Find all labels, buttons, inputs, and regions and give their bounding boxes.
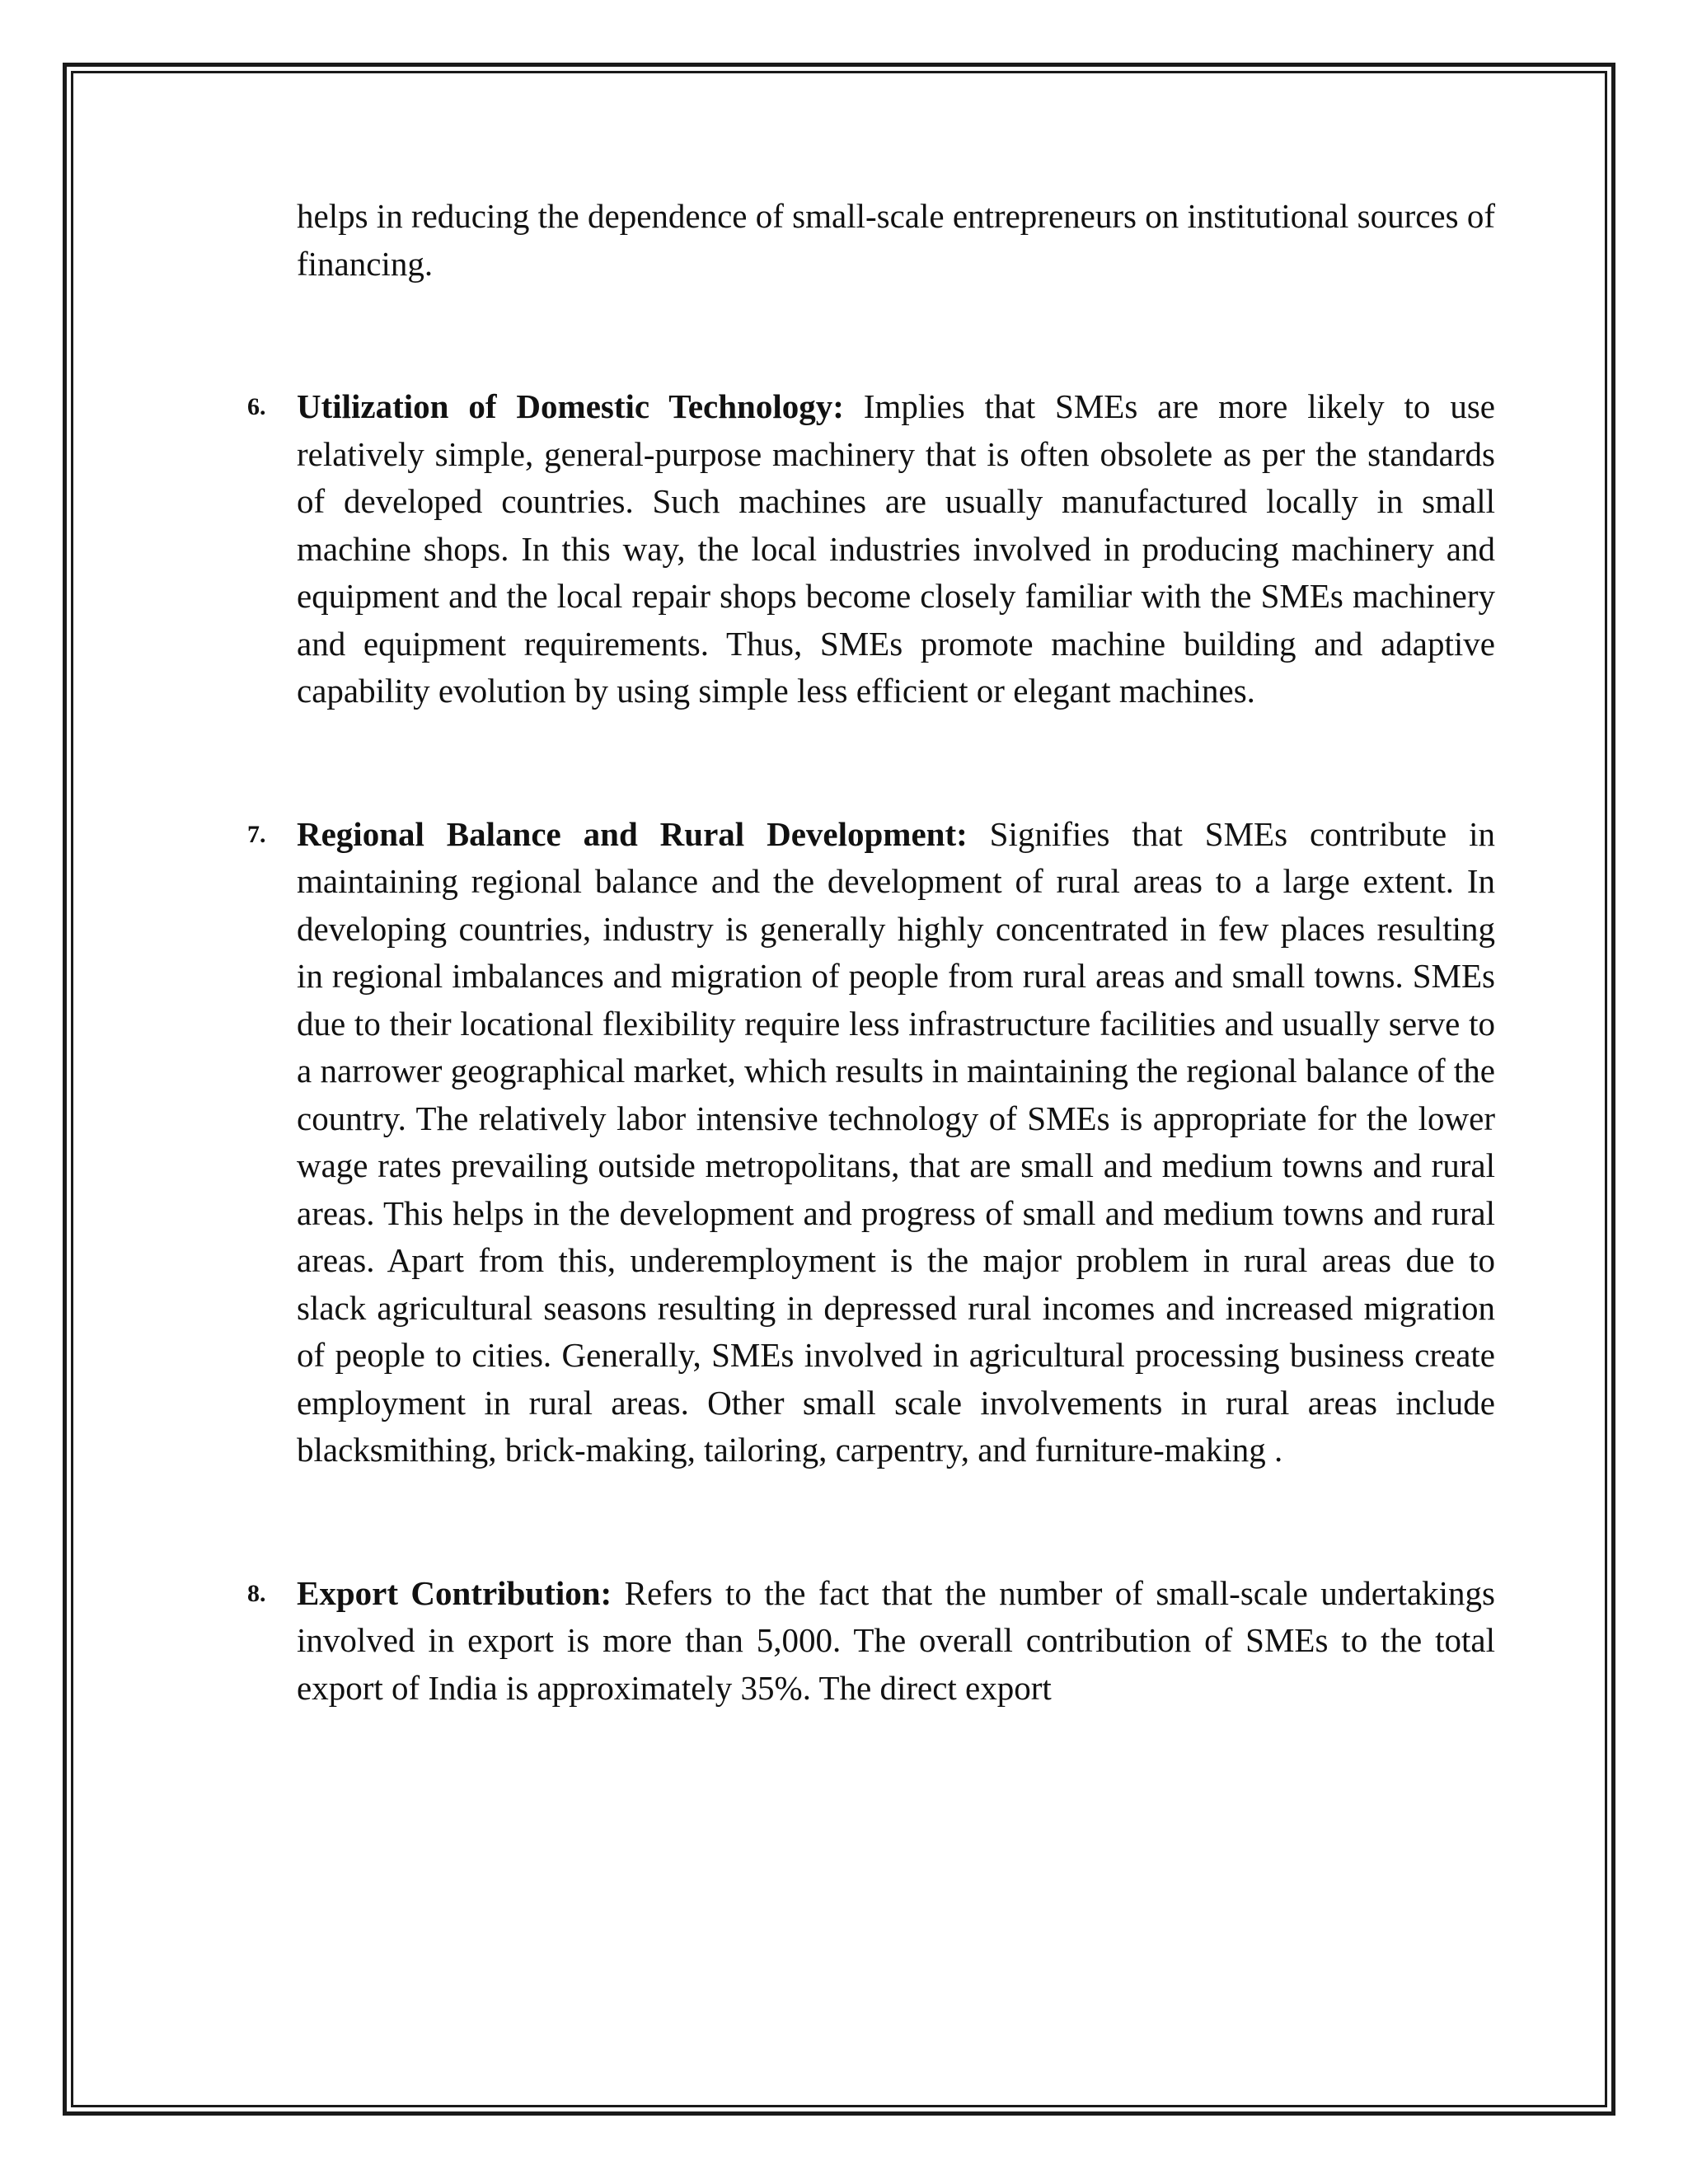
document-body (247, 193, 1495, 1712)
item-body: Implies that SMEs are more likely to use relatively simple, general-purpose machinery that is often obsolete as per the standards of developed countries. Such machines are usually manufactured locally in small machine shops. In this way, the local industries involved in producing machinery and equipment and the local repair shops become closely familiar with the SMEs machinery and equipment requirements. Thus, SMEs promote machine building and adaptive capability evolution by using simple less efficient or elegant machines. (297, 387, 1495, 710)
item-paragraph (297, 811, 1495, 1474)
item-number: 8. (247, 1579, 266, 1607)
item-heading: Regional Balance and Rural Development: (297, 814, 968, 853)
item-paragraph (297, 1570, 1495, 1713)
item-heading: Utilization of Domestic Technology: (297, 387, 844, 425)
list-item-6 (247, 383, 1495, 715)
item-number: 6. (247, 393, 266, 420)
item-paragraph (297, 383, 1495, 715)
list-item-7 (247, 811, 1495, 1474)
item-body: Signifies that SMEs contribute in maintaining regional balance and the development of rural areas to a large extent. In developing countries, industry is generally highly concentrated in few places resulting in regional imbalances and migration of people from rural areas and small towns. SMEs due to their locational flexibility require less infrastructure facilities and usually serve to a narrower geographical market, which results in maintaining the regional balance of the country. The relatively labor intensive technology of SMEs is appropriate for the lower wage rates prevailing outside metropolitans, that are small and medium towns and rural areas. This helps in the development and progress of small and medium towns and rural areas. Apart from this, underemployment is the major problem in rural areas due to slack agricultural seasons resulting in depressed rural incomes and increased migration of people to cities. Generally, SMEs involved in agricultural processing business create employment in rural areas. Other small scale involvements in rural areas include blacksmithing, brick-making, tailoring, carpentry, and furniture-making . (297, 814, 1495, 1469)
item-body: Refers to the fact that the number of small-scale undertakings involved in export is more than 5,000. The overall contribution of SMEs to the total export of India is approximately 35%. The direct export (297, 1573, 1495, 1707)
item-number: 7. (247, 820, 266, 848)
list-item-8 (247, 1570, 1495, 1713)
item-heading: Export Contribution: (297, 1573, 612, 1612)
intro-paragraph: helps in reducing the dependence of small-scale entrepreneurs on institutional sources of financing. (297, 197, 1495, 283)
